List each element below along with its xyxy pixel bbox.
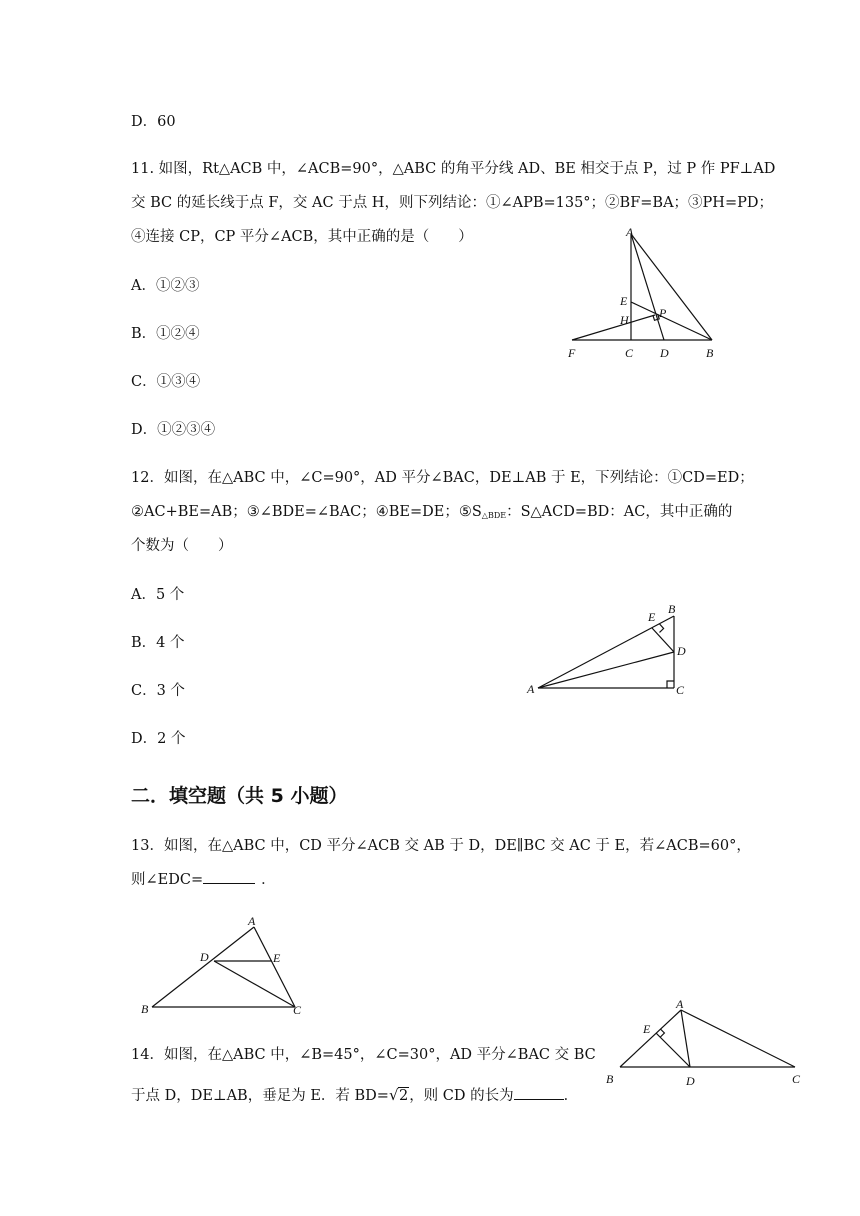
q13-stem-line2-part1: 则∠EDC= (131, 872, 204, 888)
q13-figure (138, 912, 313, 1020)
q14-right-angle-mark (660, 1029, 664, 1037)
q12-right-angle-mark-c (667, 681, 674, 688)
q12-stem-line2-part2: ：S△ACD=BD：AC，其中正确的 (506, 504, 733, 520)
q13-stem-line2-end: ． (261, 872, 276, 888)
q12-subscript-bde: △BDE (481, 511, 507, 520)
q11-segment-eb (631, 302, 712, 340)
q11-option-b: B．①②④ (131, 326, 200, 342)
q14-stem-line2-end: ． (563, 1088, 579, 1104)
q12-segment-ad (538, 652, 674, 688)
q11-label-h: H (620, 313, 629, 327)
q11-segment-ab (631, 234, 712, 340)
q13-answer-blank[interactable] (203, 883, 255, 884)
q12-label-d: D (677, 644, 686, 658)
q12-option-d: D．2 个 (131, 731, 186, 747)
q14-segment-ac (681, 1010, 795, 1067)
q12-label-b: B (668, 602, 676, 616)
q11-option-d: D．①②③④ (131, 422, 216, 438)
q12-segment-de (652, 628, 674, 652)
q14-label-a: A (676, 997, 684, 1011)
section-title-fill-in: 二．填空题（共 5 小题） (131, 785, 348, 807)
q13-stem-line2 (131, 870, 276, 890)
q12-stem-line2-part1: ②AC+BE=AB；③∠BDE=∠BAC；④BE=DE；⑤S (131, 504, 482, 520)
q11-option-a: A．①②③ (131, 278, 200, 294)
q11-label-e: E (620, 294, 628, 308)
q11-label-p: P (659, 306, 667, 320)
q12-option-b: B．4 个 (131, 635, 185, 651)
q13-label-c: C (293, 1003, 302, 1017)
q12-label-c: C (676, 683, 685, 697)
q14-stem-line2-part2: ，则 CD 的长为 (409, 1088, 514, 1104)
q12-stem-line1: 12．如图，在△ABC 中，∠C=90°，AD 平分∠BAC，DE⊥AB 于 E，下列结论：①CD=ED； (131, 470, 754, 486)
q14-radicand: 2 (398, 1088, 409, 1104)
q14-stem-line1: 14．如图，在△ABC 中，∠B=45°，∠C=30°，AD 平分∠BAC 交 BC (131, 1047, 596, 1063)
q12-label-a: A (527, 682, 535, 696)
q11-stem-line1: 11. 如图，Rt△ACB 中，∠ACB=90°，△ABC 的角平分线 AD、BE 相交于点 P，过 P 作 PF⊥AD (131, 161, 776, 177)
q14-figure (600, 992, 810, 1092)
q14-sqrt (389, 1086, 409, 1106)
q13-label-d: D (200, 950, 209, 964)
q13-segment-ab (152, 927, 254, 1007)
q11-stem-line2: 交 BC 的延长线于点 F，交 AC 于点 H，则下列结论：①∠APB=135°；②BF=BA；③PH=PD； (131, 195, 773, 211)
q12-option-a: A．5 个 (131, 587, 185, 603)
q13-label-e: E (273, 951, 281, 965)
q11-option-c: C．①③④ (131, 374, 201, 390)
q14-label-d: D (686, 1074, 695, 1088)
q11-stem-line3: ④连接 CP，CP 平分∠ACB，其中正确的是（ ） (131, 229, 473, 245)
q12-stem-line3: 个数为（ ） (131, 538, 233, 554)
q11-label-c: C (625, 346, 634, 360)
q14-stem-line2 (131, 1086, 578, 1106)
q12-stem-line2 (131, 502, 732, 526)
q10-option-d: D．60 (131, 114, 176, 130)
q14-label-e: E (643, 1022, 651, 1036)
q14-segment-ab (620, 1010, 681, 1067)
q14-label-b: B (606, 1072, 614, 1086)
q12-right-angle-mark-e (660, 624, 664, 632)
q13-label-a: A (248, 914, 256, 928)
q11-figure (560, 222, 730, 364)
q12-figure (522, 598, 692, 702)
q13-stem-line1: 13．如图，在△ABC 中，CD 平分∠ACB 交 AB 于 D，DE∥BC 交 AC 于 E，若∠ACB=60°， (131, 838, 751, 854)
q11-segment-fp (572, 315, 655, 340)
q14-answer-blank[interactable] (514, 1099, 564, 1100)
q12-segment-ab (538, 616, 674, 688)
q11-label-b: B (706, 346, 714, 360)
q14-stem-line2-part1: 于点 D，DE⊥AB，垂足为 E．若 BD= (131, 1088, 389, 1104)
q11-label-f: F (568, 346, 576, 360)
q11-label-a: A (626, 225, 634, 239)
q12-option-c: C．3 个 (131, 683, 185, 699)
q11-segment-ad (631, 234, 664, 340)
q14-radical-sign: √ (388, 1086, 399, 1104)
q14-segment-ad (681, 1010, 690, 1067)
q11-label-d: D (660, 346, 669, 360)
q12-label-e: E (648, 610, 656, 624)
q14-label-c: C (792, 1072, 801, 1086)
q13-label-b: B (141, 1002, 149, 1016)
